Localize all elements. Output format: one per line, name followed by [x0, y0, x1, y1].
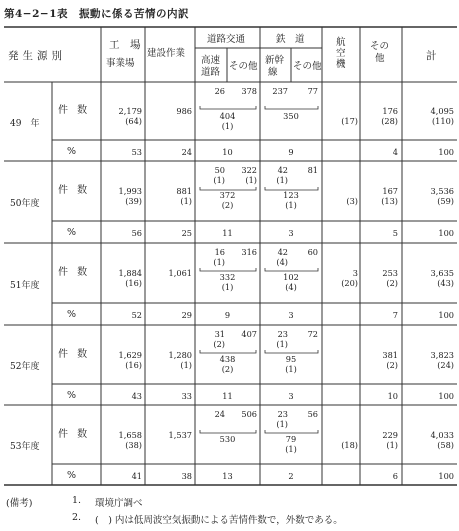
header-source: 発生源別: [8, 50, 66, 62]
cell-aircraft-paren: (20): [341, 278, 358, 288]
cell-factory: 1,658: [118, 430, 142, 440]
pct-factory: 43: [131, 391, 142, 401]
header-total: 計: [426, 50, 437, 62]
pct-road: 11: [222, 391, 233, 401]
table-title: 第4−2−1表 振動に係る苦情の内訳: [4, 8, 190, 20]
pct-other: 7: [392, 310, 398, 320]
cell-rail-sum-paren: (1): [285, 444, 297, 454]
note-2-number: 2.: [72, 512, 82, 523]
header-construction: 建設作業: [147, 48, 186, 59]
cell-factory-paren: (16): [125, 360, 142, 370]
cell-aircraft-paren: (18): [341, 440, 358, 450]
note-1-text: 環境庁調べ: [95, 498, 143, 509]
header-aircraft-2: 空: [336, 48, 346, 59]
pct-construction: 29: [181, 310, 192, 320]
year-label: 51年度: [10, 281, 40, 291]
header-other-line1: その: [370, 41, 390, 52]
pct-total: 100: [438, 147, 454, 157]
cell-factory-paren: (16): [125, 278, 142, 288]
cell-rail-shinkansen-paren: (4): [276, 257, 288, 267]
row-label-kensu: 件 数: [58, 349, 91, 360]
cell-road-highway: 24: [214, 409, 225, 419]
cell-road-other: 378: [241, 86, 257, 96]
cell-rail-shinkansen: 23: [277, 329, 288, 339]
cell-rail-sum: 123: [283, 190, 299, 200]
header-factory-line1: 工 場: [109, 39, 141, 51]
cell-other: 381: [382, 350, 398, 360]
year-label: 50年度: [10, 199, 40, 209]
cell-rail-other: 72: [307, 329, 318, 339]
cell-other-paren: (13): [381, 196, 398, 206]
pct-rail: 3: [288, 391, 294, 401]
pct-other: 4: [392, 147, 398, 157]
cell-factory: 1,629: [118, 350, 142, 360]
header-rail: 鉄 道: [276, 34, 305, 45]
cell-aircraft-paren: (3): [346, 196, 358, 206]
cell-other-paren: (2): [386, 278, 398, 288]
pct-total: 100: [438, 471, 454, 481]
cell-factory: 1,884: [118, 268, 142, 278]
row-label-pct: %: [67, 309, 77, 320]
cell-total: 3,536: [430, 186, 454, 196]
cell-rail-sum-paren: (4): [285, 282, 297, 292]
cell-rail-sum: 95: [285, 354, 297, 364]
notes-label: (備考): [6, 498, 33, 509]
cell-factory-paren: (39): [125, 196, 142, 206]
cell-factory-paren: (64): [125, 116, 142, 126]
cell-total: 4,033: [430, 430, 454, 440]
cell-road-highway-paren: (1): [213, 257, 225, 267]
cell-road-other-paren: (1): [245, 175, 257, 185]
cell-factory: 2,179: [118, 106, 142, 116]
row-label-pct: %: [67, 227, 77, 238]
pct-rail: 9: [288, 147, 294, 157]
cell-road-sum: 332: [219, 272, 236, 282]
cell-rail-sum-paren: (1): [285, 364, 297, 374]
cell-rail-shinkansen: 42: [277, 165, 288, 175]
cell-construction-paren: (1): [180, 360, 192, 370]
pct-road: 11: [222, 228, 233, 238]
cell-road-highway-paren: (2): [213, 339, 225, 349]
pct-construction: 33: [181, 391, 192, 401]
cell-rail-sum: 350: [283, 111, 299, 121]
pct-other: 10: [387, 391, 398, 401]
header-road-highway-line1: 高速: [201, 55, 221, 66]
cell-rail-shinkansen: 237: [272, 86, 288, 96]
pct-other: 6: [392, 471, 398, 481]
cell-aircraft: 3: [352, 268, 358, 278]
cell-rail-sum-paren: (1): [285, 200, 297, 210]
header-other-line2: 他: [375, 53, 385, 64]
cell-road-sum: 404: [219, 111, 236, 121]
row-label-kensu: 件 数: [58, 267, 91, 278]
cell-road-highway: 50: [214, 165, 225, 175]
cell-road-highway: 31: [214, 329, 225, 339]
pct-construction: 38: [181, 471, 192, 481]
cell-rail-other: 77: [307, 86, 318, 96]
row-label-kensu: 件 数: [58, 185, 91, 196]
header-road: 道路交通: [207, 34, 246, 45]
pct-road: 10: [222, 147, 233, 157]
cell-road-highway-paren: (1): [213, 175, 225, 185]
pct-factory: 56: [131, 228, 142, 238]
year-label: 53年度: [10, 442, 40, 452]
cell-road-highway: 26: [214, 86, 225, 96]
cell-road-other: 316: [241, 247, 257, 257]
cell-other: 167: [382, 186, 398, 196]
pct-road: 13: [222, 471, 233, 481]
cell-total: 3,823: [430, 350, 454, 360]
cell-rail-sum: 102: [283, 272, 299, 282]
cell-road-sum-paren: (2): [221, 364, 234, 374]
cell-other: 229: [382, 430, 398, 440]
year-label: 49 年: [10, 119, 40, 129]
pct-construction: 24: [181, 147, 192, 157]
cell-rail-other: 81: [307, 165, 318, 175]
header-rail-other: その他: [293, 61, 322, 72]
cell-total: 3,635: [430, 268, 454, 278]
pct-total: 100: [438, 310, 454, 320]
cell-road-other: 407: [241, 329, 257, 339]
cell-construction-paren: (1): [180, 196, 192, 206]
pct-other: 5: [392, 228, 398, 238]
pct-construction: 25: [181, 228, 192, 238]
cell-other-paren: (2): [386, 360, 398, 370]
header-aircraft-1: 航: [336, 37, 346, 48]
row-label-pct: %: [67, 470, 77, 481]
cell-road-sum: 372: [219, 190, 236, 200]
pct-total: 100: [438, 228, 454, 238]
row-label-pct: %: [67, 146, 77, 157]
cell-total: 4,095: [430, 106, 454, 116]
cell-total-paren: (24): [437, 360, 454, 370]
cell-rail-sum: 79: [285, 434, 297, 444]
cell-road-sum-paren: (1): [221, 282, 234, 292]
cell-road-sum: 530: [219, 434, 236, 444]
pct-rail: 2: [288, 471, 294, 481]
cell-rail-shinkansen: 23: [277, 409, 288, 419]
cell-road-sum: 438: [219, 354, 236, 364]
note-1-number: 1.: [72, 495, 82, 506]
cell-factory: 1,993: [118, 186, 142, 196]
header-factory-line2: 事業場: [106, 58, 135, 69]
pct-factory: 52: [131, 310, 142, 320]
cell-rail-other: 56: [307, 409, 318, 419]
cell-total-paren: (110): [431, 116, 454, 126]
cell-rail-shinkansen: 42: [277, 247, 288, 257]
cell-other-paren: (1): [386, 440, 398, 450]
cell-construction: 881: [176, 186, 192, 196]
cell-other-paren: (28): [381, 116, 398, 126]
cell-total-paren: (59): [437, 196, 454, 206]
cell-road-other: 322: [241, 165, 257, 175]
header-rail-shinkansen-line1: 新幹: [265, 55, 285, 66]
cell-other: 176: [382, 106, 398, 116]
cell-rail-shinkansen-paren: (1): [276, 339, 288, 349]
cell-construction: 1,280: [168, 350, 192, 360]
row-label-pct: %: [67, 390, 77, 401]
cell-road-sum-paren: (1): [221, 121, 234, 131]
row-label-kensu: 件 数: [58, 105, 91, 116]
cell-road-sum-paren: (2): [221, 200, 234, 210]
year-label: 52年度: [10, 362, 40, 372]
header-aircraft-3: 機: [336, 59, 346, 70]
header-rail-shinkansen-line2: 線: [268, 67, 278, 78]
pct-rail: 3: [288, 228, 294, 238]
header-road-other: その他: [229, 61, 258, 72]
cell-rail-shinkansen-paren: (1): [276, 175, 288, 185]
cell-construction: 1,061: [168, 268, 192, 278]
cell-factory-paren: (38): [125, 440, 142, 450]
pct-factory: 41: [131, 471, 142, 481]
cell-road-highway: 16: [214, 247, 225, 257]
cell-rail-other: 60: [307, 247, 318, 257]
pct-road: 9: [224, 310, 231, 320]
cell-aircraft-paren: (17): [341, 116, 358, 126]
cell-total-paren: (43): [437, 278, 454, 288]
cell-total-paren: (58): [437, 440, 454, 450]
pct-total: 100: [438, 391, 454, 401]
note-2-text: ( ) 内は低周波空気振動による苦情件数で，外数である。: [95, 515, 343, 526]
cell-other: 253: [382, 268, 398, 278]
row-label-kensu: 件 数: [58, 429, 91, 440]
pct-factory: 53: [131, 147, 142, 157]
cell-rail-shinkansen-paren: (1): [276, 419, 288, 429]
header-road-highway-line2: 道路: [201, 67, 221, 78]
pct-rail: 3: [288, 310, 294, 320]
cell-road-other: 506: [241, 409, 257, 419]
cell-construction: 1,537: [168, 430, 192, 440]
cell-construction: 986: [176, 106, 192, 116]
